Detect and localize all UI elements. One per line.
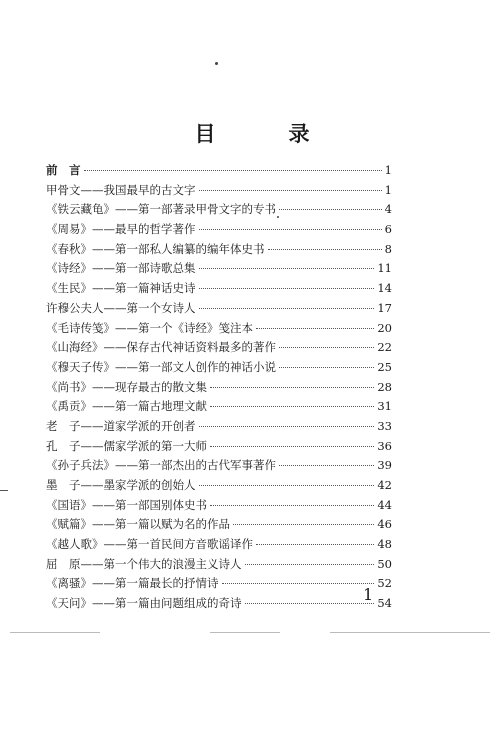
- toc-entry-page: 1: [384, 163, 392, 177]
- toc-entry-title: 老 子——道家学派的开创者: [46, 418, 196, 433]
- ink-speck: [215, 62, 218, 65]
- toc-entry-page: 33: [377, 418, 392, 433]
- toc-entry-title: 《离骚》——第一篇最长的抒情诗: [46, 576, 219, 591]
- toc-entry: [46, 536, 392, 556]
- toc-entry-page: 36: [377, 438, 392, 453]
- toc-entry: [46, 182, 392, 202]
- toc-entry-page: 39: [377, 458, 392, 473]
- toc-entry-page: 14: [377, 281, 392, 296]
- dot-leader: [279, 347, 374, 348]
- toc-entry: [46, 280, 392, 300]
- toc-entry: [46, 438, 392, 458]
- toc-entry-page: 25: [377, 359, 392, 374]
- toc-entry-page: 44: [377, 497, 392, 512]
- dot-leader: [199, 229, 382, 230]
- toc-entry-page: 28: [377, 379, 392, 394]
- toc-entry: [46, 457, 392, 477]
- toc-entry-title: 墨 子——墨家学派的创始人: [46, 478, 196, 492]
- bottom-rule: [330, 632, 490, 633]
- dot-leader: [279, 209, 382, 210]
- toc-entry-title: 孔 子——儒家学派的第一大师: [46, 438, 207, 453]
- toc-entry-page: 4: [384, 202, 392, 217]
- toc-entry-title: 《赋篇》——第一篇以赋为名的作品: [46, 517, 230, 532]
- toc-entry: [46, 241, 392, 261]
- toc-entry-page: 17: [377, 300, 392, 315]
- dot-leader: [256, 544, 374, 545]
- toc-entry-title: 《尚书》——现存最古的散文集: [46, 379, 207, 394]
- page-title: 目 录: [194, 121, 336, 146]
- toc-entry: [46, 260, 392, 280]
- toc-entry-title: 《诗经》——第一部诗歌总集: [46, 261, 196, 276]
- toc-entry: [46, 162, 392, 182]
- toc-entry: [46, 320, 392, 340]
- toc-entry: [46, 300, 392, 320]
- toc-entry: [46, 575, 392, 595]
- page-number: 1: [363, 585, 374, 604]
- toc-entry-title: 《孙子兵法》——第一部杰出的古代军事著作: [46, 458, 276, 473]
- dot-leader: [199, 288, 375, 289]
- dot-leader: [256, 328, 374, 329]
- dot-leader: [199, 485, 375, 486]
- toc-entry: [46, 556, 392, 576]
- toc-entry: [46, 497, 392, 517]
- toc-entry: [46, 398, 392, 418]
- toc-entry-title: 《穆天子传》——第一部文人创作的神话小说: [46, 359, 276, 374]
- table-of-contents: [46, 162, 392, 615]
- toc-entry-page: 50: [377, 556, 392, 571]
- toc-entry: [46, 221, 392, 241]
- toc-entry-page: 42: [377, 478, 392, 492]
- toc-entry: [46, 379, 392, 399]
- toc-entry-page: 31: [377, 399, 392, 414]
- toc-entry-page: 20: [377, 320, 392, 335]
- toc-entry-page: 52: [377, 576, 392, 591]
- toc-entry-title: 《春秋》——第一部私人编纂的编年体史书: [46, 241, 265, 256]
- dot-leader: [199, 268, 375, 269]
- toc-entry-page: 22: [377, 340, 392, 355]
- toc-entry-title: 《山海经》——保存古代神话资料最多的著作: [46, 340, 276, 355]
- bottom-rule: [210, 632, 280, 633]
- toc-entry: [46, 201, 392, 221]
- toc-entry-page: 6: [384, 222, 392, 237]
- toc-entry-title: 前 言: [46, 163, 81, 177]
- toc-entry-page: 8: [384, 241, 392, 256]
- dot-leader: [210, 387, 374, 388]
- dot-leader: [268, 249, 382, 250]
- dot-leader: [199, 308, 375, 309]
- toc-entry: [46, 418, 392, 438]
- toc-entry-page: 46: [377, 517, 392, 532]
- dot-leader: [233, 524, 374, 525]
- toc-entry: [46, 595, 392, 615]
- toc-entry: [46, 477, 392, 497]
- toc-entry-page: 48: [377, 537, 392, 552]
- dot-leader: [279, 465, 374, 466]
- bottom-rule: [10, 632, 100, 633]
- toc-entry-page: 1: [384, 182, 392, 197]
- dot-leader: [210, 446, 374, 447]
- toc-entry-title: 许穆公夫人——第一个女诗人: [46, 300, 196, 315]
- dot-leader: [84, 170, 382, 171]
- toc-entry: [46, 339, 392, 359]
- dot-leader: [245, 603, 375, 604]
- dot-leader: [210, 505, 374, 506]
- toc-entry-title: 屈 原——第一个伟大的浪漫主义诗人: [46, 556, 242, 571]
- toc-entry-title: 《铁云藏龟》——第一部著录甲骨文字的专书: [46, 202, 276, 217]
- toc-entry-title: 《生民》——第一篇神话史诗: [46, 281, 196, 296]
- dot-leader: [279, 367, 374, 368]
- dot-leader: [199, 426, 375, 427]
- toc-entry-title: 《天问》——第一篇由问题组成的奇诗: [46, 596, 242, 611]
- dot-leader: [245, 564, 375, 565]
- toc-entry: [46, 359, 392, 379]
- toc-entry-page: 11: [377, 261, 392, 276]
- dot-leader: [210, 406, 374, 407]
- toc-entry-title: 甲骨文——我国最早的古文字: [46, 182, 196, 197]
- toc-entry-title: 《毛诗传笺》——第一个《诗经》笺注本: [46, 320, 253, 335]
- toc-entry: [46, 516, 392, 536]
- toc-entry-title: 《国语》——第一部国别体史书: [46, 497, 207, 512]
- toc-entry-title: 《周易》——最早的哲学著作: [46, 222, 196, 237]
- toc-entry-title: 《越人歌》——第一首民间方音歌谣译作: [46, 537, 253, 552]
- margin-mark: [0, 490, 8, 491]
- toc-entry-title: 《禹贡》——第一篇古地理文献: [46, 399, 207, 414]
- dot-leader: [199, 190, 382, 191]
- dot-leader: [222, 583, 375, 584]
- toc-entry-page: 54: [377, 596, 392, 611]
